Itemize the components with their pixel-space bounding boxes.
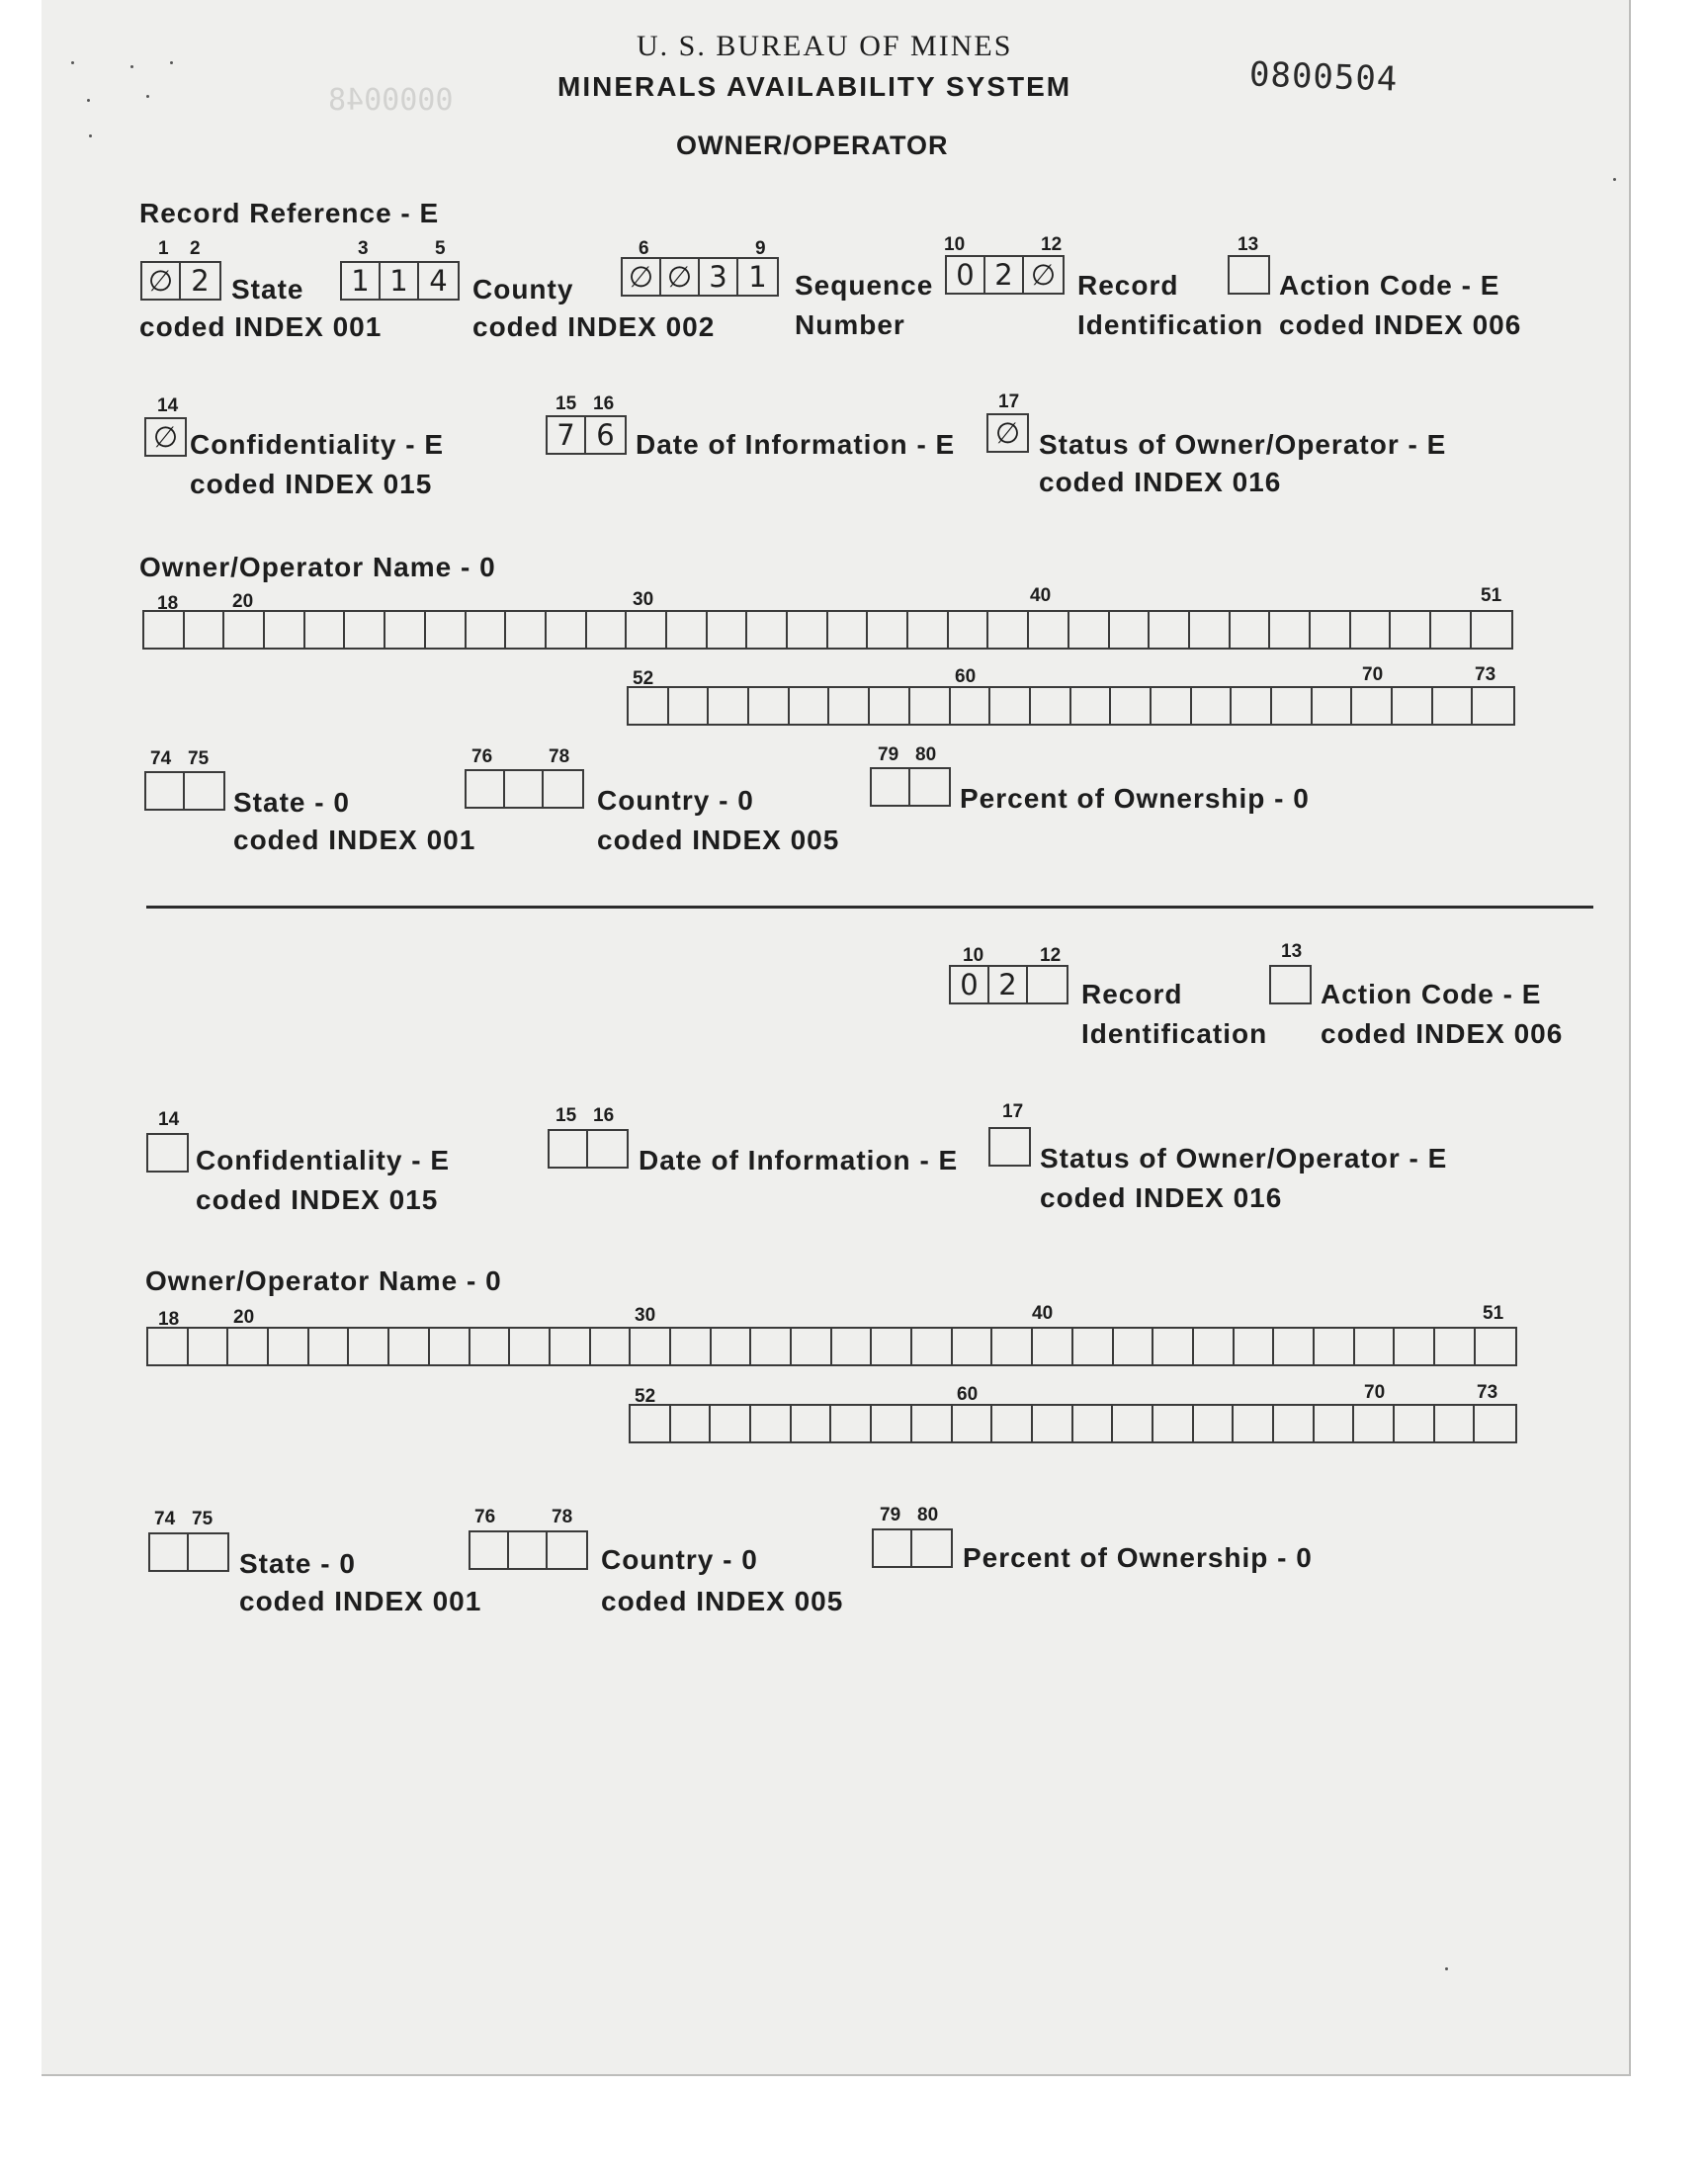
field-num: 18 bbox=[157, 593, 179, 614]
field-num: 74 bbox=[150, 748, 172, 769]
name-char-cell bbox=[470, 1329, 511, 1364]
status-label: Status of Owner/Operator - E bbox=[1039, 429, 1447, 460]
name-char-cell bbox=[631, 1329, 671, 1364]
name-char-cell bbox=[1435, 1329, 1476, 1364]
field-num: 10 bbox=[944, 234, 966, 255]
name-char-cell bbox=[949, 612, 989, 648]
name-char-cell bbox=[1476, 1329, 1516, 1364]
box-cell: ∅ bbox=[1030, 258, 1057, 292]
name-char-cell bbox=[185, 612, 225, 648]
name-char-cell bbox=[1114, 1329, 1154, 1364]
field-num: 52 bbox=[633, 668, 654, 689]
name-char-cell bbox=[872, 1329, 912, 1364]
name-char-cell bbox=[1391, 612, 1431, 648]
name-char-cell bbox=[1433, 688, 1474, 724]
confidentiality-sub-2: coded INDEX 015 bbox=[196, 1184, 439, 1215]
name-char-cell bbox=[1393, 688, 1433, 724]
name-char-cell bbox=[1354, 1406, 1395, 1441]
box-cell bbox=[148, 1135, 187, 1171]
status-sub-2: coded INDEX 016 bbox=[1040, 1182, 1283, 1213]
name-char-cell bbox=[426, 612, 467, 648]
name-char-cell bbox=[587, 612, 628, 648]
owner-state-boxes-2[interactable] bbox=[148, 1532, 229, 1572]
state-code-boxes[interactable] bbox=[140, 261, 221, 301]
box-cell bbox=[467, 771, 505, 807]
field-num: 79 bbox=[878, 744, 899, 765]
name-char-cell bbox=[1435, 1406, 1476, 1441]
field-num: 16 bbox=[593, 393, 615, 414]
name-char-cell bbox=[1311, 612, 1351, 648]
box-cell: 2 bbox=[985, 257, 1024, 293]
field-num: 76 bbox=[471, 746, 493, 767]
owner-state-boxes[interactable] bbox=[144, 771, 225, 811]
name-char-cell bbox=[631, 1406, 671, 1441]
scan-speck bbox=[170, 61, 173, 64]
name-char-cell bbox=[1315, 1406, 1355, 1441]
name-char-cell bbox=[671, 1406, 712, 1441]
record-identification-boxes-2[interactable] bbox=[949, 965, 1068, 1004]
name-char-cell bbox=[506, 612, 547, 648]
field-num: 9 bbox=[755, 238, 766, 259]
scan-speck bbox=[1613, 178, 1616, 181]
name-char-cell bbox=[910, 688, 951, 724]
action-code-label: Action Code - E bbox=[1279, 270, 1500, 301]
name-char-cell bbox=[385, 612, 426, 648]
name-char-cell bbox=[1153, 1406, 1194, 1441]
box-cell: 7 bbox=[548, 417, 586, 453]
name-char-cell bbox=[992, 1406, 1033, 1441]
scan-speck bbox=[146, 95, 149, 98]
name-char-cell bbox=[908, 612, 949, 648]
box-cell: 0 bbox=[951, 967, 989, 1002]
name-char-cell bbox=[709, 688, 749, 724]
field-num: 17 bbox=[1002, 1101, 1024, 1122]
name-char-cell bbox=[951, 688, 991, 724]
county-code-boxes[interactable] bbox=[340, 261, 460, 301]
name-char-cell bbox=[1473, 688, 1513, 724]
action-code-box-2[interactable] bbox=[1269, 965, 1312, 1004]
owner-name-row2-2[interactable] bbox=[629, 1404, 1517, 1443]
sequence-sub: Number bbox=[795, 309, 905, 340]
field-num: 30 bbox=[633, 589, 654, 610]
name-char-cell bbox=[1272, 688, 1313, 724]
name-char-cell bbox=[467, 612, 507, 648]
field-num: 14 bbox=[158, 1109, 180, 1130]
record-reference-label: Record Reference - E bbox=[139, 198, 440, 228]
name-char-cell bbox=[832, 1329, 873, 1364]
state-sub: coded INDEX 001 bbox=[139, 311, 383, 342]
name-char-cell bbox=[1073, 1406, 1114, 1441]
box-cell bbox=[185, 773, 223, 809]
owner-state-label: State - 0 bbox=[233, 787, 350, 818]
name-char-cell bbox=[829, 688, 870, 724]
name-char-cell bbox=[1475, 1406, 1515, 1441]
box-cell: 2 bbox=[191, 264, 210, 298]
county-sub: coded INDEX 002 bbox=[472, 311, 716, 342]
box-cell bbox=[146, 773, 185, 809]
name-char-cell bbox=[1274, 1329, 1315, 1364]
field-num: 70 bbox=[1364, 1382, 1386, 1403]
name-char-cell bbox=[345, 612, 385, 648]
name-char-cell bbox=[269, 1329, 309, 1364]
name-char-cell bbox=[1110, 612, 1151, 648]
name-char-cell bbox=[828, 612, 869, 648]
box-cell: ∅ bbox=[623, 259, 661, 295]
country-label-2: Country - 0 bbox=[601, 1544, 758, 1575]
owner-name-row2[interactable] bbox=[627, 686, 1515, 726]
status-sub: coded INDEX 016 bbox=[1039, 467, 1282, 497]
confidentiality-sub: coded INDEX 015 bbox=[190, 469, 433, 499]
name-char-cell bbox=[1194, 1329, 1235, 1364]
section-divider bbox=[146, 906, 1593, 909]
box-cell bbox=[150, 1534, 189, 1570]
action-code-sub: coded INDEX 006 bbox=[1279, 309, 1522, 340]
name-char-cell bbox=[1073, 1329, 1114, 1364]
field-num: 75 bbox=[188, 748, 210, 769]
field-num: 15 bbox=[555, 393, 577, 414]
box-cell: 1 bbox=[748, 260, 767, 294]
field-num: 80 bbox=[917, 1505, 939, 1525]
field-num: 16 bbox=[593, 1105, 615, 1126]
name-char-cell bbox=[912, 1406, 953, 1441]
country-boxes[interactable] bbox=[465, 769, 584, 809]
name-char-cell bbox=[1113, 1406, 1153, 1441]
name-char-cell bbox=[309, 1329, 350, 1364]
name-char-cell bbox=[1190, 612, 1231, 648]
name-char-cell bbox=[988, 612, 1029, 648]
percent-ownership-boxes-2[interactable] bbox=[872, 1528, 953, 1568]
field-num: 40 bbox=[1030, 585, 1052, 606]
scan-speck bbox=[71, 61, 74, 64]
field-num: 80 bbox=[915, 744, 937, 765]
scan-speck bbox=[1445, 1967, 1448, 1970]
name-char-cell bbox=[627, 612, 667, 648]
owner-state-sub: coded INDEX 001 bbox=[233, 825, 476, 855]
record-label: Record bbox=[1077, 270, 1179, 301]
date-of-information-label: Date of Information - E bbox=[636, 429, 956, 460]
box-cell: 4 bbox=[429, 264, 448, 298]
name-char-cell bbox=[1153, 1329, 1194, 1364]
owner-name-row1-2[interactable] bbox=[146, 1327, 1517, 1366]
name-char-cell bbox=[669, 688, 710, 724]
name-char-cell bbox=[990, 688, 1031, 724]
name-char-cell bbox=[1033, 1329, 1073, 1364]
name-char-cell bbox=[792, 1329, 832, 1364]
field-num: 51 bbox=[1483, 1303, 1504, 1324]
name-char-cell bbox=[747, 612, 788, 648]
box-cell bbox=[588, 1131, 627, 1167]
box-cell bbox=[1028, 967, 1067, 1002]
name-char-cell bbox=[1234, 1406, 1274, 1441]
name-char-cell bbox=[305, 612, 346, 648]
field-num: 30 bbox=[635, 1305, 656, 1326]
state-label: State bbox=[231, 274, 304, 304]
field-num: 1 bbox=[158, 238, 169, 259]
name-char-cell bbox=[591, 1329, 632, 1364]
box-cell bbox=[874, 1530, 912, 1566]
name-char-cell bbox=[148, 1329, 189, 1364]
date-of-information-boxes[interactable] bbox=[546, 415, 627, 455]
field-num: 20 bbox=[233, 1307, 255, 1328]
field-num: 74 bbox=[154, 1509, 176, 1529]
confidentiality-label: Confidentiality - E bbox=[190, 429, 444, 460]
name-char-cell bbox=[551, 1329, 591, 1364]
owner-name-row1[interactable] bbox=[142, 610, 1513, 650]
field-num: 78 bbox=[552, 1507, 573, 1527]
field-num: 60 bbox=[957, 1384, 979, 1405]
field-num: 75 bbox=[192, 1509, 214, 1529]
name-char-cell bbox=[1270, 612, 1311, 648]
field-num: 5 bbox=[435, 238, 446, 259]
record-label-2: Record bbox=[1081, 979, 1183, 1009]
name-char-cell bbox=[144, 612, 185, 648]
name-char-cell bbox=[1235, 1329, 1275, 1364]
action-code-box[interactable] bbox=[1228, 255, 1270, 295]
name-char-cell bbox=[1071, 688, 1112, 724]
name-char-cell bbox=[1033, 1406, 1073, 1441]
name-char-cell bbox=[349, 1329, 389, 1364]
form-title: OWNER/OPERATOR bbox=[676, 130, 949, 160]
field-num: 52 bbox=[635, 1386, 656, 1407]
name-char-cell bbox=[1069, 612, 1110, 648]
name-char-cell bbox=[711, 1406, 751, 1441]
field-num: 51 bbox=[1481, 585, 1502, 606]
field-num: 2 bbox=[190, 238, 201, 259]
sequence-label: Sequence bbox=[795, 270, 934, 301]
field-num: 14 bbox=[157, 395, 179, 416]
box-cell bbox=[1271, 967, 1310, 1002]
status-label-2: Status of Owner/Operator - E bbox=[1040, 1143, 1448, 1174]
field-num: 79 bbox=[880, 1505, 901, 1525]
box-cell bbox=[1230, 257, 1268, 293]
name-char-cell bbox=[749, 688, 790, 724]
country-sub: coded INDEX 005 bbox=[597, 825, 840, 855]
box-cell bbox=[550, 1131, 588, 1167]
action-code-label-2: Action Code - E bbox=[1321, 979, 1542, 1009]
box-cell: 1 bbox=[381, 263, 419, 299]
box-cell: ∅ bbox=[994, 416, 1021, 450]
box-cell: ∅ bbox=[142, 263, 181, 299]
name-char-cell bbox=[1472, 612, 1512, 648]
name-char-cell bbox=[868, 612, 908, 648]
field-num: 10 bbox=[963, 945, 984, 966]
name-char-cell bbox=[1194, 1406, 1235, 1441]
field-num: 40 bbox=[1032, 1303, 1054, 1324]
date-of-information-boxes-2[interactable] bbox=[548, 1129, 629, 1169]
name-char-cell bbox=[1192, 688, 1233, 724]
box-cell: 1 bbox=[342, 263, 381, 299]
name-char-cell bbox=[953, 1406, 993, 1441]
name-char-cell bbox=[872, 1406, 912, 1441]
date-of-information-label-2: Date of Information - E bbox=[639, 1145, 959, 1175]
owner-name-label: Owner/Operator Name - 0 bbox=[139, 552, 496, 582]
document-stamp: 0800504 bbox=[1248, 54, 1399, 100]
percent-ownership-label: Percent of Ownership - 0 bbox=[960, 783, 1310, 814]
box-cell: ∅ bbox=[661, 259, 700, 295]
owner-state-sub-2: coded INDEX 001 bbox=[239, 1586, 482, 1616]
box-cell bbox=[910, 769, 949, 805]
confidentiality-box[interactable] bbox=[144, 417, 187, 457]
name-char-cell bbox=[224, 612, 265, 648]
field-num: 73 bbox=[1475, 664, 1496, 685]
box-cell bbox=[189, 1534, 227, 1570]
field-num: 17 bbox=[998, 392, 1020, 412]
name-char-cell bbox=[671, 1329, 712, 1364]
record-sub: Identification bbox=[1077, 309, 1264, 340]
field-num: 76 bbox=[474, 1507, 496, 1527]
record-sub-2: Identification bbox=[1081, 1018, 1268, 1049]
name-char-cell bbox=[1395, 1406, 1435, 1441]
country-sub-2: coded INDEX 005 bbox=[601, 1586, 844, 1616]
name-char-cell bbox=[792, 1406, 832, 1441]
name-char-cell bbox=[1355, 1329, 1396, 1364]
status-box-2[interactable] bbox=[988, 1127, 1031, 1167]
percent-ownership-boxes[interactable] bbox=[870, 767, 951, 807]
name-char-cell bbox=[1152, 688, 1192, 724]
name-char-cell bbox=[1274, 1406, 1315, 1441]
field-num: 15 bbox=[555, 1105, 577, 1126]
field-num: 6 bbox=[639, 238, 649, 259]
field-num: 78 bbox=[549, 746, 570, 767]
field-num: 18 bbox=[158, 1309, 180, 1330]
owner-name-label-2: Owner/Operator Name - 0 bbox=[145, 1265, 502, 1296]
name-char-cell bbox=[1150, 612, 1190, 648]
scan-speck bbox=[87, 99, 90, 102]
field-num: 13 bbox=[1238, 234, 1259, 255]
sequence-number-boxes[interactable] bbox=[621, 257, 779, 297]
record-identification-boxes[interactable] bbox=[945, 255, 1065, 295]
system-title: MINERALS AVAILABILITY SYSTEM bbox=[557, 71, 1072, 102]
name-char-cell bbox=[228, 1329, 269, 1364]
name-char-cell bbox=[189, 1329, 229, 1364]
name-char-cell bbox=[510, 1329, 551, 1364]
owner-state-label-2: State - 0 bbox=[239, 1548, 356, 1579]
box-cell bbox=[544, 771, 582, 807]
name-char-cell bbox=[751, 1329, 792, 1364]
field-num: 12 bbox=[1041, 234, 1063, 255]
name-char-cell bbox=[265, 612, 305, 648]
box-cell bbox=[470, 1532, 509, 1568]
name-char-cell bbox=[788, 612, 828, 648]
name-char-cell bbox=[712, 1329, 752, 1364]
name-char-cell bbox=[1111, 688, 1152, 724]
box-cell: 3 bbox=[700, 259, 738, 295]
county-label: County bbox=[472, 274, 574, 304]
name-char-cell bbox=[547, 612, 587, 648]
name-char-cell bbox=[953, 1329, 993, 1364]
name-char-cell bbox=[1029, 612, 1069, 648]
field-num: 3 bbox=[358, 238, 369, 259]
name-char-cell bbox=[1315, 1329, 1355, 1364]
bleed-through-stamp: 0000048 bbox=[328, 83, 454, 118]
box-cell: 0 bbox=[947, 257, 985, 293]
confidentiality-label-2: Confidentiality - E bbox=[196, 1145, 450, 1175]
field-num: 12 bbox=[1040, 945, 1062, 966]
name-char-cell bbox=[389, 1329, 430, 1364]
field-num: 70 bbox=[1362, 664, 1384, 685]
box-cell: 6 bbox=[596, 418, 615, 452]
box-cell bbox=[912, 1530, 951, 1566]
country-label: Country - 0 bbox=[597, 785, 754, 816]
name-char-cell bbox=[831, 1406, 872, 1441]
box-cell bbox=[505, 771, 544, 807]
box-cell bbox=[509, 1532, 548, 1568]
name-char-cell bbox=[667, 612, 708, 648]
name-char-cell bbox=[1031, 688, 1071, 724]
name-char-cell bbox=[790, 688, 830, 724]
confidentiality-box-2[interactable] bbox=[146, 1133, 189, 1173]
action-code-sub-2: coded INDEX 006 bbox=[1321, 1018, 1564, 1049]
name-char-cell bbox=[1231, 612, 1271, 648]
name-char-cell bbox=[1431, 612, 1472, 648]
name-char-cell bbox=[629, 688, 669, 724]
field-num: 73 bbox=[1477, 1382, 1498, 1403]
box-cell bbox=[872, 769, 910, 805]
box-cell: 2 bbox=[989, 967, 1028, 1002]
name-char-cell bbox=[992, 1329, 1033, 1364]
agency-title: U. S. BUREAU OF MINES bbox=[637, 30, 1013, 62]
country-boxes-2[interactable] bbox=[469, 1530, 588, 1570]
name-char-cell bbox=[912, 1329, 953, 1364]
name-char-cell bbox=[1351, 612, 1392, 648]
name-char-cell bbox=[1352, 688, 1393, 724]
box-cell: ∅ bbox=[152, 420, 179, 454]
form-page bbox=[42, 0, 1631, 2076]
scan-speck bbox=[89, 134, 92, 137]
field-num: 60 bbox=[955, 666, 977, 687]
name-char-cell bbox=[708, 612, 748, 648]
field-num: 20 bbox=[232, 591, 254, 612]
name-char-cell bbox=[1313, 688, 1353, 724]
name-char-cell bbox=[430, 1329, 470, 1364]
status-box[interactable] bbox=[986, 413, 1029, 453]
name-char-cell bbox=[751, 1406, 792, 1441]
name-char-cell bbox=[1232, 688, 1272, 724]
box-cell bbox=[548, 1532, 586, 1568]
name-char-cell bbox=[1395, 1329, 1435, 1364]
name-char-cell bbox=[870, 688, 910, 724]
field-num: 13 bbox=[1281, 941, 1303, 962]
scan-speck bbox=[130, 65, 133, 68]
box-cell bbox=[990, 1129, 1029, 1165]
percent-ownership-label-2: Percent of Ownership - 0 bbox=[963, 1542, 1313, 1573]
